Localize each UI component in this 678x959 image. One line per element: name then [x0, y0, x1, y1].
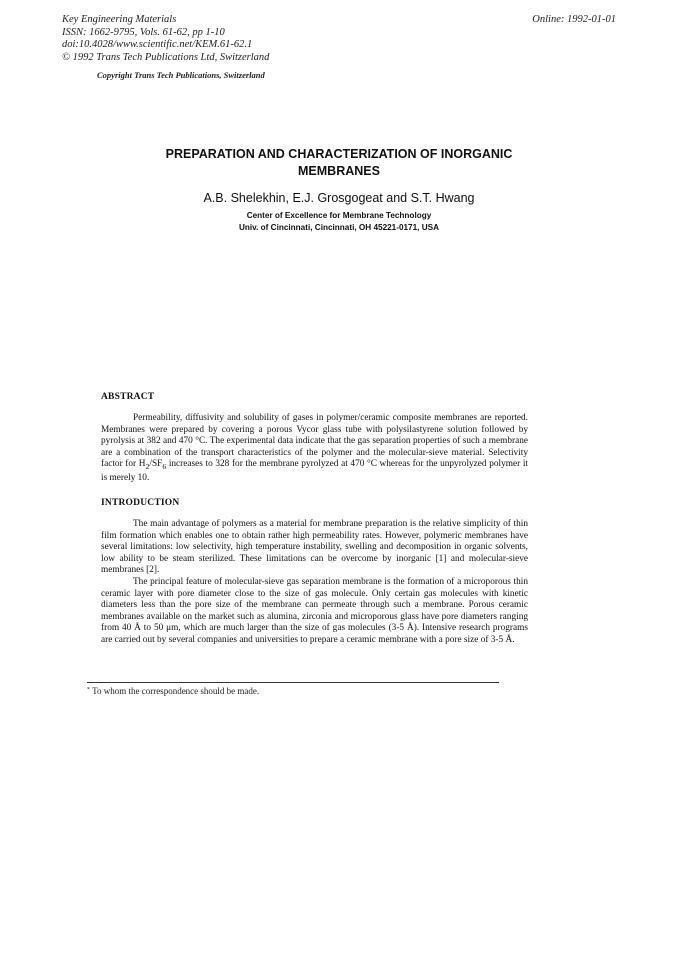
- subscript-2: 2: [145, 462, 150, 472]
- affiliation-line-2: Univ. of Cincinnati, Cincinnati, OH 45221-0171, USA: [238, 222, 440, 232]
- affiliation: [100, 210, 578, 233]
- abstract-heading: ABSTRACT: [101, 392, 155, 402]
- footnote: [87, 686, 259, 696]
- subscript-6: 6: [162, 462, 167, 472]
- abstract-text: [101, 413, 528, 484]
- footnote-rule: [87, 682, 499, 683]
- journal-name: Key Engineering Materials: [62, 14, 177, 25]
- issn-line: ISSN: 1662-9795, Vols. 61-62, pp 1-10: [62, 26, 225, 38]
- introduction-paragraph-1: The main advantage of polymers as a material for membrane preparation is the relative simplicity of thin film formation which enables one to obtain rather high permeability rates. However, polymeric membranes have several limitations: low selectivity, high temperature instability, swelling and decomposition in organic solvents, low ability to be steam sterilized. These limitations can be overcome by inorganic [1] and molecular-sieve membranes [2].: [101, 519, 528, 576]
- title-line-1: PREPARATION AND CHARACTERIZATION OF INORGANIC: [165, 147, 513, 161]
- footnote-marker: *: [87, 687, 90, 693]
- copyright-stamp: Copyright Trans Tech Publications, Switzerland: [97, 70, 265, 80]
- introduction-heading: INTRODUCTION: [101, 498, 180, 508]
- paper-title: [100, 146, 578, 180]
- doi-line: doi:10.4028/www.scientific.net/KEM.61-62.1: [62, 39, 253, 50]
- affiliation-line-1: Center of Excellence for Membrane Technology: [246, 211, 432, 220]
- online-date: Online: 1992-01-01: [532, 14, 616, 25]
- introduction-paragraph-2: The principal feature of molecular-sieve gas separation membrane is the formation of a microporous thin ceramic layer with pore diameter close to the size of gas molecule. Only certain gas molecules with kinetic diameters less than the pore size of the membrane can permeate through such a membrane. Porous ceramic membranes available on the market such as alumina, zirconia and microporous glass have pore diameters ranging from 40 Å to 50 μm, which are much larger than the size of gas molecules (3-5 Å). Intensive research programs are carried out by several companies and universities to prepare a ceramic membrane with a pore size of 3-5 Å.: [101, 577, 528, 645]
- abstract-text-c: increases to 328 for the membrane pyrolyzed at 470 °C whereas for the unpyrolyzed polymer it is merely 10.: [101, 459, 528, 483]
- abstract-text-a: Permeability, diffusivity and solubility of gases in polymer/ceramic composite membranes are reported. Membranes were prepared by covering a porous Vycor glass tube with polysilastyrene solution followed by pyrolysis at 382 and 470 °C. The experimental data indicate that the gas separation properties of such a membrane are a combination of the transport characteristics of the polymer and the molecular-sieve material. Selectivity factor for H: [101, 413, 528, 470]
- authors: A.B. Shelekhin, E.J. Grosgogeat and S.T. Hwang: [203, 191, 475, 205]
- title-line-2: MEMBRANES: [298, 164, 380, 178]
- journal-header: [62, 14, 269, 64]
- footnote-text: To whom the correspondence should be made.: [90, 686, 260, 696]
- publisher-copyright: © 1992 Trans Tech Publications Ltd, Switzerland: [62, 51, 270, 63]
- abstract-text-b: /SF: [149, 459, 163, 470]
